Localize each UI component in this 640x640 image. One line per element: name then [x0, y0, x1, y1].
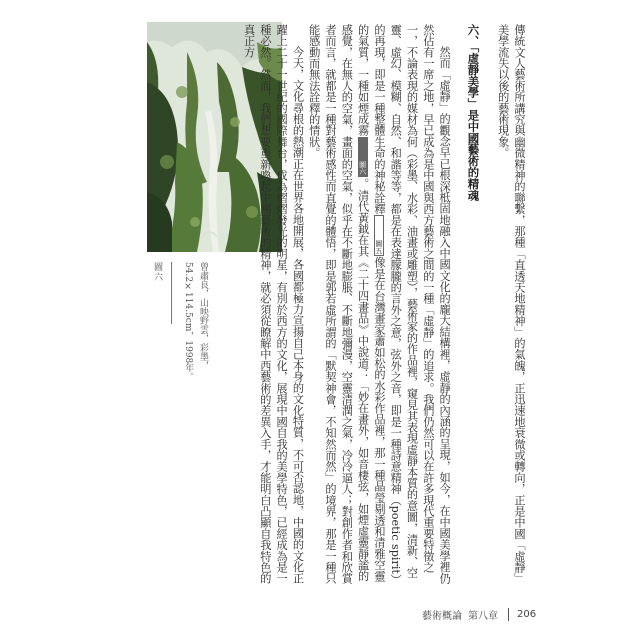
- figure-caption: 曾肅良，山映野雲，彩墨，54.2×114.5cm，1998年。: [183, 262, 208, 382]
- footer-divider: [508, 608, 509, 621]
- page-number: 206: [517, 609, 537, 620]
- paragraph-gap: [452, 24, 462, 584]
- figure-ref-tag: 圖五: [374, 215, 384, 255]
- paragraph-2-part-b: 像是在台灣畫家蕭如松的水彩作品裡，那一種晶瑩剔透和清雅空靈的氣質，一種如煙成霧: [356, 24, 386, 582]
- body-text: [107, 24, 527, 584]
- page-footer: [422, 607, 536, 622]
- section-heading: 六、「虛靜美學」是中國藝術的精魂: [466, 24, 481, 201]
- figure-ref-tag-dark: 圖六: [358, 137, 368, 177]
- paragraph-1: 傳統文人藝術所講究與幽微精神的聯繫，那種「直透天地精神」的氣魄，正迅速地衰微或轉向，正是中國「虛靜」美學流失以後的藝術現象。: [496, 24, 526, 584]
- paragraph-3: 今天，文化尋根的熱潮正在世界各地開展，各國都極力宣揚自己本身的文化特質，不可否認地，中國的文化正躍上二十一世紀的國際舞台，成為熠熠發光的明星，有別於西方的文化，展現中國自我的美學特色，已經成為是一種必然。然而，我們想要重新喚起中國藝術的精神，就必須從瞭解中西藝術的差異入手，才能明白凸顯自我特色的真正方: [242, 24, 305, 584]
- paragraph-2: [305, 24, 452, 584]
- paragraph-2-part-c: 。清代黃鉞在其《二十四畫品》中說道：「妙在畫外，如音棲弦，如煙虛靈靜謐的感覺，在無人的空氣，畫面的空氣，似乎在不斷地膨脹、不斷地彌漫，空靈清潤之氣，冷冷逼人；對創作者和欣賞者而言，就都是一種對藝術感性而直覺的體悟，即是郭若虛所謂的「默契神會，不知然而然」的境界，那是一種只能感動而無法詮釋的情狀。: [307, 24, 370, 584]
- book-title: 藝術概論: [422, 611, 462, 622]
- paragraph-gap: [484, 24, 494, 584]
- figure-label: 圖六: [152, 262, 162, 282]
- chapter-label: 第八章: [468, 611, 498, 622]
- paragraph-2-part-a: 然而「虛靜」的觀念早已根深柢固地融入中國文化的龐大結構裡，虛靜的內涵的呈現，如今，在中國美學裡仍然佔有一席之地，早已成為是中國與西方藝術之間的一種「虛靜」的追求。我們仍然可以在許多現代重要特徵之一，不論表現的媒材為何（彩墨、水彩、油畫或雕塑），藝術家的作品裡，窺見其表現虛靜本質的意圖，清新、空靈、虛幻、模糊、自然、和諧等等，都是在表達朦朧的言外之意，弦外之音，即是一種詩意精神（poetic spirit）的再現，即是一種整體生命的神秘詮釋: [372, 24, 452, 584]
